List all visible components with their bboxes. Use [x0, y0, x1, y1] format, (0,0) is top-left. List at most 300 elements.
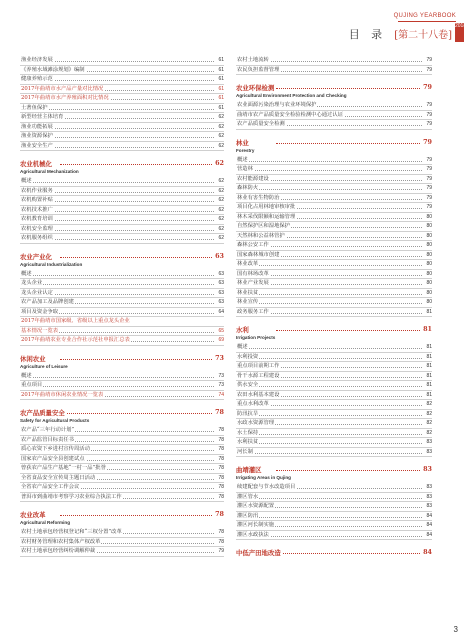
toc-entry	[236, 298, 432, 308]
toc-entry-page: 80	[426, 261, 432, 267]
toc-entry-label: 2017年曲靖农业专业合作社示范社申报汇总表	[21, 337, 130, 343]
toc-entry	[236, 483, 432, 493]
heading-leader-dots	[60, 413, 212, 414]
toc-entry	[236, 213, 432, 223]
toc-entry-page: 79	[426, 66, 432, 73]
toc-entry-label: 龙头企业	[21, 280, 43, 286]
toc-entry	[236, 101, 432, 111]
toc-entry	[20, 336, 224, 346]
toc-entry-page: 80	[426, 213, 432, 220]
entry-rule	[20, 556, 224, 557]
page-title	[349, 26, 452, 42]
leader-dots	[238, 498, 422, 499]
toc-title: 目 录	[348, 28, 387, 41]
toc-entry-page: 78	[218, 484, 224, 490]
leader-dots	[238, 265, 422, 266]
toc-entry-label: 农村能源建设	[237, 175, 269, 182]
toc-entry-page: 78	[218, 493, 224, 500]
toc-entry-page: 79	[426, 175, 432, 182]
toc-entry-page: 79	[426, 204, 432, 210]
toc-entry	[236, 410, 432, 420]
toc-entry-page: 82	[426, 420, 432, 426]
section-page: 79	[423, 83, 432, 91]
toc-entry	[20, 104, 224, 114]
toc-entry	[236, 381, 432, 391]
toc-entry-label: 灌区防汛	[237, 512, 259, 519]
toc-entry-label: 国家森林城市创建	[237, 251, 280, 258]
toc-entry-label: 项目及资金争取	[21, 308, 59, 315]
toc-entry-label: 林业宣传	[237, 299, 259, 305]
toc-entry-label: 农民负担监督管理	[237, 66, 280, 73]
toc-entry	[236, 111, 432, 121]
toc-entry-page: 64	[218, 308, 224, 315]
section-page: 63	[215, 251, 224, 260]
toc-entry	[20, 464, 224, 474]
toc-entry	[20, 94, 224, 104]
toc-entry-label: 农机安全监理	[21, 225, 53, 232]
toc-entry	[20, 56, 224, 66]
toc-entry	[236, 270, 432, 280]
leader-dots	[238, 161, 422, 162]
toc-entry-label: 《养殖水域滩涂规划》编制	[21, 66, 85, 73]
leader-dots	[22, 109, 214, 110]
toc-entry	[20, 206, 224, 216]
toc-entry-label: 2017年曲靖市水产品产量对比情况	[21, 85, 104, 92]
toc-entry-label: 健康养殖示范	[21, 76, 53, 82]
section-english-title: Irrigating Areas in Qujing	[236, 475, 291, 480]
toc-entry-page: 81	[426, 391, 432, 398]
toc-entry	[236, 66, 432, 76]
toc-entry-page: 63	[218, 280, 224, 286]
section-english-title: Safety for Agricultural Products	[20, 418, 90, 423]
toc-entry-page: 62	[218, 197, 224, 203]
section-title: 农业改革	[20, 511, 46, 519]
leader-dots	[238, 170, 422, 171]
toc-entry	[236, 260, 432, 270]
toc-entry-page: 79	[426, 121, 432, 127]
toc-entry-page: 62	[218, 133, 224, 139]
section-page: 79	[423, 137, 432, 146]
toc-entry	[20, 66, 224, 76]
toc-entry	[20, 426, 224, 436]
section-title: 曲靖灌区	[236, 466, 262, 474]
section-heading	[20, 510, 224, 520]
toc-entry-label: 天然林和公益林管护	[237, 232, 285, 239]
toc-entry	[236, 400, 432, 410]
section-heading	[20, 408, 224, 418]
toc-entry-page: 79	[426, 156, 432, 163]
toc-entry-page: 79	[426, 166, 432, 172]
entry-rule	[236, 456, 432, 457]
toc-entry-label: 灌区水资源配置	[237, 503, 275, 509]
toc-entry-page: 84	[426, 512, 432, 519]
toc-entry	[236, 241, 432, 251]
toc-entry	[20, 493, 224, 503]
section-page: 78	[215, 510, 224, 518]
toc-entry-page: 81	[426, 344, 432, 350]
toc-entry-page: 78	[218, 446, 224, 452]
toc-entry-page: 83	[426, 439, 432, 445]
toc-entry-page: 80	[426, 223, 432, 229]
leader-dots	[238, 303, 422, 304]
toc-entry-page: 78	[218, 474, 224, 481]
section-title: 农产品质量安全	[20, 409, 65, 417]
toc-entry-page: 62	[218, 206, 224, 213]
entry-rule	[236, 74, 432, 75]
toc-entry-label: 农村土地承包经营权登记和“三权分置”改革	[21, 529, 122, 535]
toc-entry-label: 全省农产品安全工作会议	[21, 484, 80, 490]
toc-entry	[236, 203, 432, 213]
toc-entry	[236, 343, 432, 353]
section-page: 78	[215, 408, 224, 416]
toc-entry	[20, 85, 224, 95]
toc-entry-label: 林业产业发展	[237, 280, 269, 286]
toc-entry-page: 79	[426, 111, 432, 118]
toc-entry-label: 自然保护区和湿地保护	[237, 223, 290, 229]
toc-entry-page: 81	[426, 353, 432, 360]
toc-entry-page: 82	[426, 401, 432, 407]
volume-label: [第二十八卷]	[394, 30, 452, 41]
heading-leader-dots	[60, 257, 212, 258]
heading-leader-dots	[60, 515, 212, 516]
toc-entry-page: 63	[218, 299, 224, 305]
leader-dots	[238, 294, 422, 295]
year-tag-text: 2018	[455, 23, 467, 29]
toc-entry-label: 渔业功能拓展	[21, 123, 53, 130]
leader-dots	[238, 189, 422, 190]
toc-entry	[20, 547, 224, 557]
toc-entry	[20, 381, 224, 391]
section-page: 62	[215, 159, 224, 167]
toc-entry	[236, 232, 432, 242]
toc-entry-label: 重点项目前期工作	[237, 363, 280, 369]
section-title: 林业	[236, 138, 249, 147]
leader-dots	[238, 386, 422, 387]
toc-entry	[20, 279, 224, 289]
toc-entry-page: 83	[426, 448, 432, 455]
toc-entry-label: 政务服务工作	[237, 308, 269, 315]
toc-entry-label: 重点项目	[21, 382, 43, 388]
heading-leader-dots	[60, 359, 212, 360]
toc-entry-page: 78	[218, 529, 224, 535]
toc-entry-label: 农田水利基本建设	[237, 391, 280, 398]
section-page: 81	[423, 325, 432, 333]
entry-rule	[20, 501, 224, 502]
entry-rule	[20, 399, 224, 400]
toc-entry-page: 62	[218, 187, 224, 194]
toc-entry-page: 78	[218, 455, 224, 462]
section-heading	[20, 252, 224, 262]
toc-entry	[20, 372, 224, 382]
toc-entry-page: 73	[218, 382, 224, 388]
toc-entry-page: 63	[218, 289, 224, 296]
toc-entry-label: 农产品监管目标责任书	[21, 436, 74, 443]
heading-leader-dots	[276, 143, 420, 144]
toc-entry-label: 林业扶贫	[237, 289, 259, 296]
heading-leader-dots	[276, 470, 420, 471]
leader-dots	[238, 348, 422, 349]
toc-entry-label: 全省食品安全宣传周主题日活动	[21, 474, 96, 481]
toc-entry-label: 森林防火	[237, 185, 259, 191]
toc-entry-page: 84	[426, 531, 432, 538]
toc-entry-page: 82	[426, 429, 432, 436]
toc-entry	[236, 156, 432, 166]
toc-entry	[20, 132, 224, 142]
toc-entry-page: 80	[426, 299, 432, 305]
toc-entry-label: 农村土地承包经营纠纷调解仲裁	[21, 548, 96, 554]
toc-entry	[236, 429, 432, 439]
toc-entry	[20, 445, 224, 455]
toc-entry	[236, 372, 432, 382]
toc-entry-page: 83	[426, 503, 432, 509]
section-english-title: Forestry	[236, 147, 255, 153]
toc-entry-label: 骨干水源工程建设	[237, 372, 280, 379]
page-number: 3	[453, 625, 458, 634]
toc-entry-label: 林业改革	[237, 261, 259, 267]
toc-entry-page: 80	[426, 280, 432, 286]
toc-entry-label: 水利扶贫	[237, 439, 259, 445]
toc-entry-label: 水政水资源管理	[237, 420, 275, 426]
section-english-title: Irrigation Projects	[236, 335, 276, 340]
toc-entry-label: 2017年曲靖市水产养殖面积对比情况	[21, 95, 109, 101]
toc-entry-page: 83	[426, 484, 432, 490]
toc-entry	[236, 279, 432, 289]
section-english-title: Agriculture of Leisure	[20, 363, 68, 369]
toc-entry	[236, 353, 432, 363]
toc-entry-label: 农机技术推广	[21, 206, 53, 213]
entry-rule	[236, 129, 432, 130]
section-page: 83	[423, 465, 432, 473]
section-heading	[20, 354, 224, 364]
toc-entry-label: 曲靖市农产品质量安全检验检测中心通过认证	[237, 111, 343, 118]
toc-entry-label: 灌区河长制实施	[237, 522, 275, 528]
toc-entry-label: 农机教育培训	[21, 216, 53, 222]
toc-entry-label: 概述	[21, 372, 32, 379]
section-english-title: Agricultural Industrialization	[20, 261, 83, 267]
toc-entry-label: 概述	[21, 178, 32, 184]
section-heading	[236, 83, 432, 93]
leader-dots	[238, 453, 422, 454]
toc-entry-label: 农业面源污染治理与农业环境保护	[237, 102, 317, 108]
toc-entry	[236, 120, 432, 130]
toc-entry	[20, 538, 224, 548]
toc-entry	[236, 362, 432, 372]
toc-entry-label: 项目化占用林地审核审批	[237, 204, 296, 210]
toc-entry	[20, 317, 224, 327]
toc-entry-label: 概述	[237, 344, 248, 350]
section-heading	[236, 325, 432, 335]
yearbook-label: QUJING YEARBOOK	[393, 13, 456, 19]
toc-entry-label: 2017年曲靖市休闲农业情况一览表	[21, 391, 104, 398]
toc-entry-page: 78	[218, 538, 224, 545]
toc-entry	[236, 438, 432, 448]
toc-entry-label: 农机作业服务	[21, 187, 53, 194]
section-title: 农业机械化	[20, 160, 52, 168]
section-title: 农业环保检测	[236, 84, 275, 92]
section-heading	[236, 548, 432, 558]
toc-entry-label: 基本情况一览表	[21, 327, 59, 334]
toc-entry	[236, 502, 432, 512]
leader-dots	[238, 415, 422, 416]
toc-entry-page: 78	[218, 427, 224, 433]
toc-entry-label: 曾获农产品生产基地“一村一品”批誉	[21, 465, 106, 471]
toc-entry-label: 供水安全	[237, 382, 259, 388]
toc-entry-page: 79	[218, 548, 224, 554]
section-title: 水利	[236, 326, 249, 334]
toc-entry	[20, 225, 224, 235]
toc-entry-page: 83	[426, 493, 432, 500]
toc-entry-page: 80	[426, 270, 432, 277]
toc-entry	[236, 165, 432, 175]
section-title: 中低产田地改造	[236, 549, 281, 557]
toc-entry-page: 61	[218, 104, 224, 111]
section-english-title: Agricultural Mechanization	[20, 169, 79, 174]
leader-dots	[22, 386, 214, 387]
leader-dots	[238, 517, 422, 518]
toc-entry-label: 重点水利改革	[237, 401, 269, 407]
toc-entry-page: 61	[218, 85, 224, 92]
toc-entry-page: 81	[426, 382, 432, 388]
toc-entry-page: 62	[218, 216, 224, 222]
toc-entry-page: 78	[218, 436, 224, 443]
toc-entry-label: 龙头企业认定	[21, 289, 53, 296]
toc-entry-page: 81	[426, 308, 432, 315]
toc-entry-page: 62	[218, 114, 224, 120]
toc-entry-label: 农产品质量安全检测	[237, 121, 285, 127]
toc-entry-page: 80	[426, 242, 432, 248]
toc-entry	[20, 270, 224, 280]
toc-entry-page: 62	[218, 225, 224, 232]
toc-entry-label: 农产品加工及品牌创建	[21, 299, 74, 305]
toc-entry	[20, 289, 224, 299]
toc-entry-label: 农村财务管理和农村集体产权改革	[21, 538, 101, 545]
toc-entry-label: 水土保持	[237, 429, 259, 436]
toc-entry	[20, 308, 224, 318]
toc-entry-page: 79	[426, 194, 432, 201]
leader-dots	[238, 434, 422, 435]
toc-entry-page: 80	[426, 232, 432, 239]
toc-entry	[20, 142, 224, 152]
toc-entry-page: 62	[218, 123, 224, 130]
leader-dots	[238, 443, 422, 444]
toc-entry	[236, 175, 432, 185]
heading-leader-dots	[276, 330, 420, 331]
entry-rule	[236, 539, 432, 540]
toc-entry-label: 灌区水政执法	[237, 531, 269, 538]
toc-entry-page: 65	[218, 327, 224, 334]
toc-entry-label: 农机购置补贴	[21, 197, 53, 203]
toc-entry-page: 78	[218, 465, 224, 471]
toc-entry-label: 林木采伐限额和运输管理	[237, 213, 296, 220]
toc-entry-label: 国有林场改革	[237, 270, 269, 277]
toc-entry-page: 79	[426, 57, 432, 63]
heading-leader-dots	[276, 88, 420, 89]
toc-entry-page: 80	[426, 289, 432, 296]
toc-entry	[236, 184, 432, 194]
leader-dots	[22, 377, 214, 378]
section-heading	[236, 465, 432, 475]
toc-entry	[236, 289, 432, 299]
toc-entry	[20, 75, 224, 85]
toc-entry-label: 营造林	[237, 166, 253, 172]
toc-entry	[236, 521, 432, 531]
toc-entry-page: 80	[426, 251, 432, 258]
toc-entry	[20, 196, 224, 206]
toc-entry-page: 61	[218, 66, 224, 73]
toc-entry-page: 61	[218, 57, 224, 63]
toc-entry-label: 灌区管水	[237, 493, 259, 500]
toc-entry	[20, 391, 224, 401]
toc-entry-page: 74	[218, 391, 224, 398]
toc-entry	[20, 177, 224, 187]
toc-entry-page: 73	[218, 372, 224, 379]
toc-entry-page: 81	[426, 372, 432, 379]
section-page: 73	[215, 353, 224, 362]
toc-entry-label: 农村土地流转	[237, 57, 269, 63]
toc-entry	[236, 448, 432, 458]
toc-entry-page: 61	[218, 76, 224, 82]
toc-entry-label: 河长制	[237, 448, 253, 455]
toc-entry	[20, 474, 224, 484]
section-heading	[20, 159, 224, 169]
heading-leader-dots	[276, 553, 420, 554]
toc-entry-label: 林业有害生物防治	[237, 194, 280, 201]
toc-entry-page: 61	[218, 95, 224, 101]
leader-dots	[22, 182, 214, 183]
toc-entry-page: 79	[426, 102, 432, 108]
entry-rule	[236, 316, 432, 317]
toc-entry-label: 水利投资	[237, 353, 259, 360]
toc-entry-page: 69	[218, 337, 224, 343]
toc-entry	[20, 327, 224, 337]
toc-entry-page: 81	[426, 363, 432, 369]
toc-entry	[20, 234, 224, 244]
toc-entry	[20, 298, 224, 308]
section-heading	[236, 138, 432, 148]
toc-entry	[236, 419, 432, 429]
toc-entry-label: 普洱市到曲靖市考察学习农业综合执法工作	[21, 493, 122, 500]
toc-entry	[236, 531, 432, 541]
toc-entry-label: 农产品“三年行动计划”	[21, 427, 75, 433]
entry-rule	[20, 243, 224, 244]
entry-rule	[20, 345, 224, 346]
toc-entry	[20, 528, 224, 538]
section-english-title: Agricultural Environment Protection and Checking	[236, 93, 347, 98]
toc-entry-label: 质心农资下乡进村宣传周活动	[21, 446, 90, 452]
toc-entry	[236, 251, 432, 261]
entry-rule	[20, 150, 224, 151]
toc-entry	[20, 483, 224, 493]
toc-entry-page: 84	[426, 522, 432, 528]
toc-entry	[20, 436, 224, 446]
toc-entry-label: 2017年曲靖市国家级、省级以上重点龙头企业	[21, 318, 130, 324]
toc-entry	[236, 222, 432, 232]
toc-entry	[236, 56, 432, 66]
toc-entry-label: 续建配套与节水改造项目	[237, 484, 296, 490]
toc-entry-label: 农机服务组织	[21, 235, 53, 241]
toc-entry	[20, 113, 224, 123]
toc-entry-page: 63	[218, 270, 224, 277]
toc-entry-page: 62	[218, 142, 224, 149]
toc-entry	[20, 123, 224, 133]
leader-dots	[238, 358, 422, 359]
toc-entry	[236, 308, 432, 318]
toc-entry-label: 渔业资源保护	[21, 133, 53, 139]
toc-entry-label: 渔业安全生产	[21, 142, 53, 149]
toc-entry-label: 概述	[237, 156, 248, 163]
toc-entry-label: 新型经营主体培育	[21, 114, 64, 120]
section-title: 农业产业化	[20, 252, 52, 261]
